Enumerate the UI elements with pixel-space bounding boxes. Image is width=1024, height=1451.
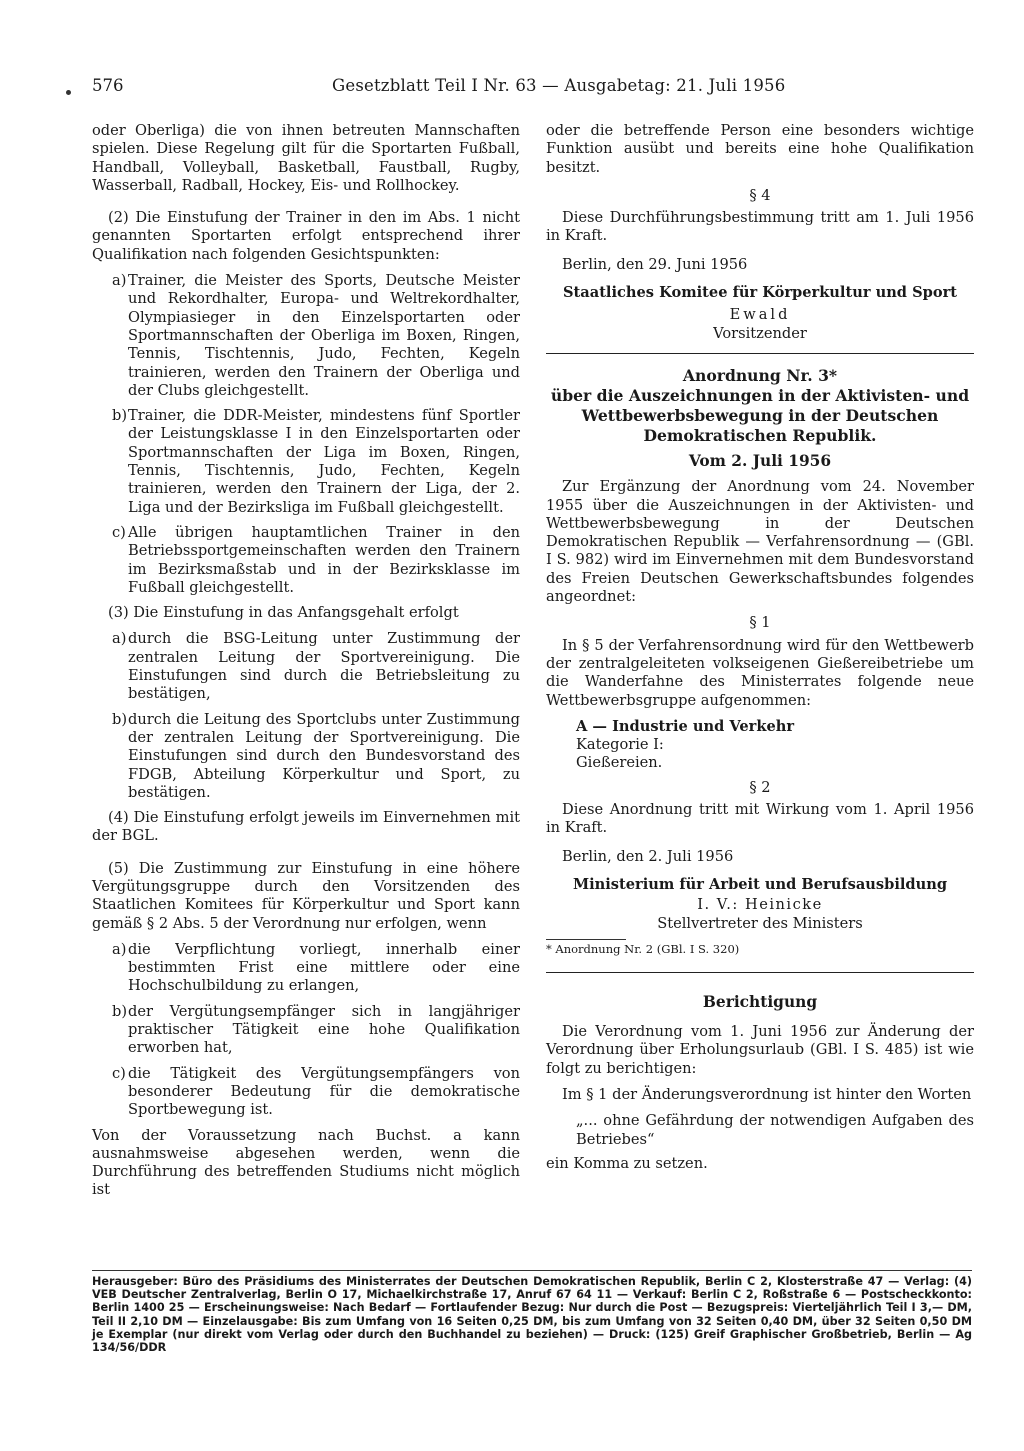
paragraph-continuation: oder Oberliga) die von ihnen betreuten Mannschaften spielen. Diese Regelung gilt für die Sportarten Fußball, Handball, Volleyball, Basketball, Faustball, Rugby, Wasserball, Radball, Hockey, Eis- und Rollhockey. xyxy=(92,122,520,194)
paragraph-5: (5) Die Zustimmung zur Einstufung in eine höhere Vergütungsgruppe durch den Vorsitzenden des Staatlichen Komitees für Körperkultur und Sport kann gemäß § 2 Abs. 5 der Verordnung nur erfolgen, wenn xyxy=(92,859,520,932)
berichtigung-title: Berichtigung xyxy=(702,992,818,1011)
correction-text: Im § 1 der Änderungsverordnung ist hinter den Worten xyxy=(562,1085,972,1103)
item-label: a) xyxy=(112,272,127,290)
paragraph-continuation: oder die betreffende Person eine besonders wichtige Funktion ausübt und bereits eine hohe Qualifikation besitzt. xyxy=(546,122,974,176)
correction-quote: „... ohne Gefährdung der notwendigen Aufgaben des Betriebes“ xyxy=(576,1112,974,1148)
signer-role: Vorsitzender xyxy=(713,324,807,342)
item-label: c) xyxy=(112,1064,126,1082)
page-header xyxy=(92,76,972,102)
list-item xyxy=(92,630,520,703)
section-divider xyxy=(546,972,974,973)
section-4-text: Diese Durchführungsbestimmung tritt am 1. Juli 1956 in Kraft. xyxy=(546,209,974,245)
signer-name: Ewald xyxy=(729,306,791,324)
anordnung-title: Anordnung Nr. 3* xyxy=(682,365,838,385)
running-title: Gesetzblatt Teil I Nr. 63 — Ausgabetag: 21. Juli 1956 xyxy=(332,76,786,95)
preamble: Zur Ergänzung der Anordnung vom 24. November 1955 über die Auszeichnungen in der Aktivisten- und Wettbewerbsbewegung in der Deutschen Demokratischen Republik — Verfahrensordnung — (GBl. I S. 982) wird im Einvernehmen mit dem Bundesvorstand des Freien Deutschen Gewerkschaftsbundes folgendes angeordnet: xyxy=(546,478,974,606)
place-date: Berlin, den 29. Juni 1956 xyxy=(562,255,748,273)
item-text: die Verpflichtung vorliegt, innerhalb einer bestimmten Frist eine mittlere oder eine Hochschulbildung zu erlangen, xyxy=(128,940,520,995)
footnote-text: * Anordnung Nr. 2 (GBl. I S. 320) xyxy=(546,941,740,956)
correction-text: ein Komma zu setzen. xyxy=(546,1154,708,1172)
margin-dot xyxy=(66,90,71,95)
item-label: a) xyxy=(112,940,127,958)
signer-role: Stellvertreter des Ministers xyxy=(657,914,863,932)
item-label: b) xyxy=(112,710,128,728)
list-item xyxy=(92,1003,520,1058)
list-item xyxy=(92,1065,520,1120)
issuing-authority: Staatliches Komitee für Körperkultur und Sport xyxy=(563,284,957,302)
publisher-imprint: Herausgeber: Büro des Präsidiums des Ministerrates der Deutschen Demokratischen Republik, Berlin C 2, Klosterstraße 47 — Verlag: (4) VEB Deutscher Zentralverlag, Berlin O 17, Michaelkirchstraße 17, Anruf 67 64 11 — Verkauf: Berlin C 2, Roßstraße 6 — Postscheckkonto: Berlin 1400 25 — Erscheinungsweise: Nach Bedarf — Fortlaufender Bezug: Nur durch die Post — Bezugspreis: Vierteljährlich Teil I 3,— DM, Teil II 2,10 DM — Einzelausgabe: Bis zum Umfang von 16 Seiten 0,25 DM, bis zum Umfang von 32 Seiten 0,40 DM, über 32 Seiten 0,50 DM je Exemplar (nur direkt vom Verlag oder durch den Buchhandel zu beziehen) — Druck: (125) Greif Graphischer Großbetrieb, Berlin — Ag 134/56/DDR xyxy=(92,1270,972,1354)
item-text: durch die Leitung des Sportclubs unter Zustimmung der zentralen Leitung der Sportvereinigung. Die Einstufungen sind durch den Bundesvorstand des FDGB, Abteilung Körperkultur und Sport, zu bestätigen. xyxy=(128,710,520,801)
item-label: c) xyxy=(112,523,126,541)
list-item xyxy=(92,941,520,996)
paragraph-4: (4) Die Einstufung erfolgt jeweils im Einvernehmen mit der BGL. xyxy=(92,809,520,845)
paragraph-2: (2) Die Einstufung der Trainer in den im Abs. 1 nicht genannten Sportarten erfolgt entsprechend ihrer Qualifikation nach folgenden Gesichtspunkten: xyxy=(92,209,520,263)
category-item: Gießereien. xyxy=(576,754,663,772)
signer-name: I. V.: Heinicke xyxy=(697,896,823,914)
footnote xyxy=(546,939,974,956)
section-1-text: In § 5 der Verfahrensordnung wird für den Wettbewerb der zentralgeleiteten volkseigenen Gießereibetriebe um die Wanderfahne des Ministerrates folgende neue Wettbewerbsgruppe aufgenommen: xyxy=(546,636,974,709)
section-divider xyxy=(546,353,974,354)
paragraph-3: (3) Die Einstufung in das Anfangsgehalt erfolgt xyxy=(108,604,459,622)
item-text: der Vergütungsempfänger sich in langjähriger praktischer Tätigkeit eine hohe Qualifikation erworben hat, xyxy=(128,1002,520,1057)
footnote-rule xyxy=(546,939,626,940)
list-item xyxy=(92,524,520,597)
list-item xyxy=(92,272,520,400)
competition-group: A — Industrie und Verkehr xyxy=(576,717,795,735)
correction-text: Die Verordnung vom 1. Juni 1956 zur Änderung der Verordnung über Erholungsurlaub (GBl. I S. 485) ist wie folgt zu berichtigen: xyxy=(546,1023,974,1077)
place-date: Berlin, den 2. Juli 1956 xyxy=(562,847,734,865)
item-label: a) xyxy=(112,630,127,648)
anordnung-date: Vom 2. Juli 1956 xyxy=(688,451,832,470)
item-label: b) xyxy=(112,1002,128,1020)
section-2-text: Diese Anordnung tritt mit Wirkung vom 1. April 1956 in Kraft. xyxy=(546,801,974,837)
item-text: die Tätigkeit des Vergütungsempfängers von besonderer Bedeutung für die demokratische Sportbewegung ist. xyxy=(128,1064,520,1119)
section-4-heading: § 4 xyxy=(749,186,771,204)
anordnung-subtitle: über die Auszeichnungen in der Aktivisten- und Wettbewerbsbewegung in der Deutschen Demokratischen Republik. xyxy=(550,385,970,445)
item-text: durch die BSG-Leitung unter Zustimmung der zentralen Leitung der Sportvereinigung. Die Einstufungen sind durch die Betriebsleitung zu bestätigen, xyxy=(128,630,520,703)
issuing-authority: Ministerium für Arbeit und Berufsausbildung xyxy=(572,875,948,893)
section-2-heading: § 2 xyxy=(749,778,771,796)
section-1-heading: § 1 xyxy=(749,614,771,632)
list-item xyxy=(92,711,520,802)
right-column xyxy=(546,122,974,1173)
list-item xyxy=(92,407,520,517)
paragraph-6: Von der Voraussetzung nach Buchst. a kann ausnahmsweise abgesehen werden, wenn die Durchführung des betreffenden Studiums nicht möglich ist xyxy=(92,1126,520,1199)
left-column xyxy=(92,122,520,1200)
item-text: Trainer, die DDR-Meister, mindestens fünf Sportler der Leistungsklasse I in den Einzelsportarten oder Sportmannschaften der Liga im Boxen, Ringen, Tennis, Tischtennis, Judo, Fechten, Kegeln trainieren, werden den Trainern der Liga, der 2. Liga und der Bezirksliga im Fußball gleichgestellt. xyxy=(128,407,520,516)
item-label: b) xyxy=(112,407,128,425)
item-text: Trainer, die Meister des Sports, Deutsche Meister und Rekordhalter, Europa- und Weltrekordhalter, Olympiasieger in den Einzelsportarten oder Sportmannschaften der Oberliga im Boxen, Ringen, Tennis, Tischtennis, Judo, Fechten, Kegeln trainieren, werden den Trainern der Oberliga und der Clubs gleichgestellt. xyxy=(128,272,520,399)
item-text: Alle übrigen hauptamtlichen Trainer in den Betriebssportgemeinschaften werden den Trainern im Bezirksmaßstab und in der Bezirksklasse im Fußball gleichgestellt. xyxy=(128,523,520,596)
page-number: 576 xyxy=(92,76,124,95)
category-label: Kategorie I: xyxy=(576,736,664,754)
